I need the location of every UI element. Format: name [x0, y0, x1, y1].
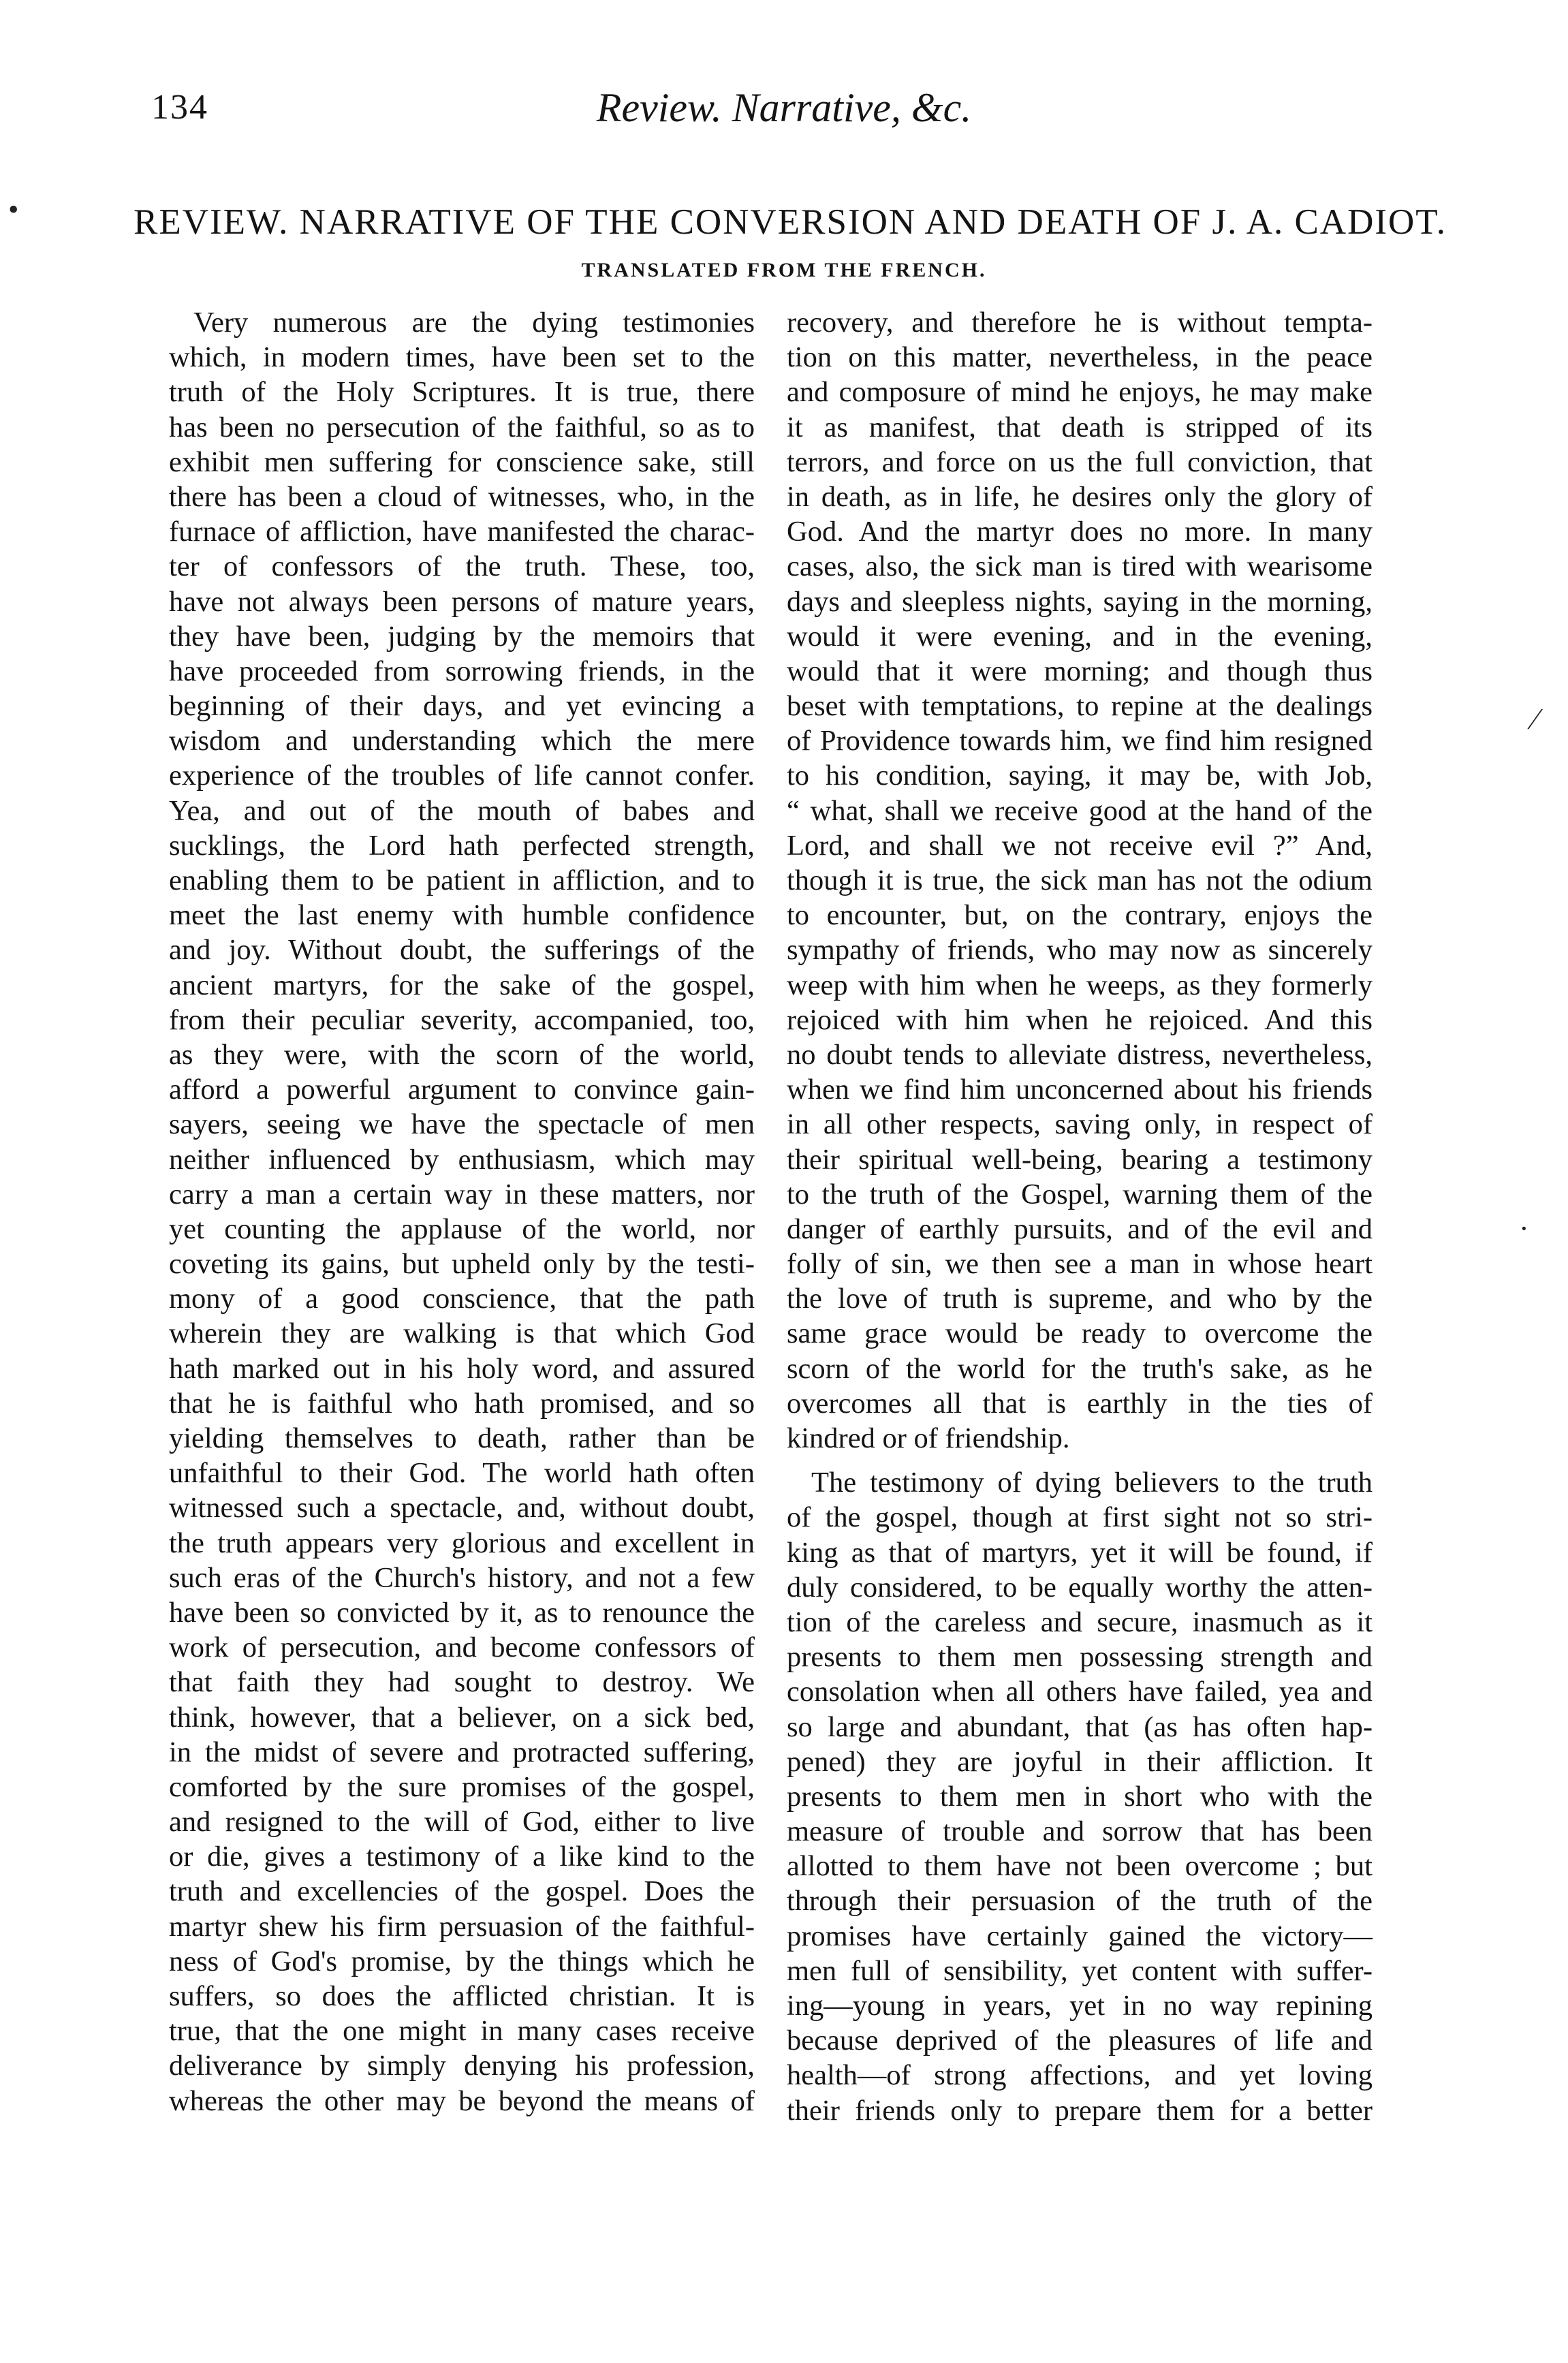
text-line: and resigned to the will of God, either to live: [169, 1806, 755, 1838]
text-line: true, that the one might in many cases receive: [169, 2015, 755, 2048]
text-line: to encounter, but, on the contrary, enjoys the: [787, 899, 1373, 932]
text-line: that faith they had sought to destroy. We: [169, 1666, 755, 1699]
text-line: witnessed such a spectacle, and, without doubt,: [169, 1492, 755, 1524]
text-line: meet the last enemy with humble confidence: [169, 899, 755, 932]
text-line: unfaithful to their God. The world hath often: [169, 1457, 755, 1490]
text-line: ancient martyrs, for the sake of the gospel,: [169, 969, 755, 1001]
text-line: would it were evening, and in the evening,: [787, 620, 1373, 653]
text-line: health—of strong affections, and yet loving: [787, 2059, 1373, 2092]
running-head: Review. Narrative, &c.: [596, 85, 972, 130]
text-line: tion of the careless and secure, inasmuch as it: [787, 1606, 1373, 1638]
text-line: though it is true, the sick man has not the odium: [787, 864, 1373, 896]
text-line: hath marked out in his holy word, and assured: [169, 1352, 755, 1385]
text-line: Yea, and out of the mouth of babes and: [169, 794, 755, 827]
text-line: comforted by the sure promises of the gospel,: [169, 1770, 755, 1803]
text-line: yet counting the applause of the world, nor: [169, 1212, 755, 1245]
text-line: beset with temptations, to repine at the dealings: [787, 690, 1373, 723]
left-column: [169, 305, 755, 2118]
text-line: cases, also, the sick man is tired with wearisome: [787, 550, 1373, 583]
text-line: God. And the martyr does no more. In many: [787, 516, 1373, 548]
text-line: there has been a cloud of witnesses, who, in the: [169, 480, 755, 513]
text-line: of Providence towards him, we find him resigned: [787, 725, 1373, 757]
text-line: their friends only to prepare them for a better: [787, 2094, 1373, 2127]
text-line: deliverance by simply denying his profession,: [169, 2050, 755, 2082]
text-line: would that it were morning; and though thus: [787, 655, 1373, 687]
text-line: in all other respects, saving only, in respect of: [787, 1108, 1373, 1141]
text-line: duly considered, to be equally worthy the atten-: [787, 1571, 1373, 1603]
text-line: terrors, and force on us the full conviction, that: [787, 445, 1373, 478]
text-line: yielding themselves to death, rather than be: [169, 1422, 755, 1454]
text-line: weep with him when he weeps, as they formerly: [787, 969, 1373, 1001]
text-line: think, however, that a believer, on a sick bed,: [169, 1701, 755, 1734]
text-line: their spiritual well-being, bearing a testimony: [787, 1143, 1373, 1176]
text-line: have proceeded from sorrowing friends, in the: [169, 655, 755, 687]
article-title: REVIEW. NARRATIVE OF THE CONVERSION AND DEATH OF J. A. CADIOT.: [134, 202, 1447, 242]
margin-mark: ⁄: [1533, 702, 1538, 736]
text-line: Very numerous are the dying testimonies: [193, 307, 755, 339]
text-line: mony of a good conscience, that the path: [169, 1283, 755, 1315]
text-line: work of persecution, and become confessors of: [169, 1631, 755, 1664]
text-line: ness of God's promise, by the things which he: [169, 1945, 755, 1977]
text-line: as they were, with the scorn of the world,: [169, 1038, 755, 1071]
text-line: of the gospel, though at first sight not so stri-: [787, 1501, 1373, 1534]
text-line: carry a man a certain way in these matters, nor: [169, 1178, 755, 1210]
text-line: overcomes all that is earthly in the ties of: [787, 1387, 1373, 1420]
text-line: ing—young in years, yet in no way repining: [787, 1990, 1373, 2022]
page-number: 134: [151, 88, 208, 127]
text-line: which, in modern times, have been set to the: [169, 341, 755, 374]
text-line: the love of truth is supreme, and who by the: [787, 1283, 1373, 1315]
text-line: from their peculiar severity, accompanied, too,: [169, 1003, 755, 1036]
text-line: the truth appears very glorious and excellent in: [169, 1527, 755, 1559]
text-line: afford a powerful argument to convince gain-: [169, 1074, 755, 1106]
text-line: has been no persecution of the faithful, so as to: [169, 411, 755, 443]
text-line: martyr shew his firm persuasion of the faithful-: [169, 1910, 755, 1943]
article-subtitle: TRANSLATED FROM THE FRENCH.: [581, 259, 987, 281]
text-line: to his condition, saying, it may be, with Job,: [787, 760, 1373, 792]
text-line: enabling them to be patient in affliction, and to: [169, 864, 755, 896]
text-line: king as that of martyrs, yet it will be found, if: [787, 1536, 1373, 1569]
text-line: men full of sensibility, yet content with suffer-: [787, 1954, 1373, 1987]
text-line: wherein they are walking is that which God: [169, 1317, 755, 1350]
text-line: measure of trouble and sorrow that has been: [787, 1815, 1373, 1848]
text-line: to the truth of the Gospel, warning them of the: [787, 1178, 1373, 1210]
text-line: so large and abundant, that (as has often hap-: [787, 1710, 1373, 1743]
text-line: Lord, and shall we not receive evil ?” And,: [787, 829, 1373, 862]
text-line: experience of the troubles of life cannot confer.: [169, 760, 755, 792]
text-line: scorn of the world for the truth's sake, as he: [787, 1352, 1373, 1385]
text-line: when we find him unconcerned about his friends: [787, 1074, 1373, 1106]
margin-mark: ·: [1519, 1212, 1529, 1245]
text-line: because deprived of the pleasures of life and: [787, 2024, 1373, 2057]
text-line: beginning of their days, and yet evincing a: [169, 690, 755, 723]
text-line: rejoiced with him when he rejoiced. And this: [787, 1003, 1373, 1036]
text-line: promises have certainly gained the victory—: [787, 1920, 1373, 1952]
text-line: it as manifest, that death is stripped of its: [787, 411, 1373, 443]
text-line: tion on this matter, nevertheless, in the peace: [787, 341, 1373, 374]
text-line: in death, as in life, he desires only the glory of: [787, 480, 1373, 513]
text-line: whereas the other may be beyond the means of: [169, 2084, 755, 2117]
text-line: kindred or of friendship.: [787, 1422, 1070, 1454]
text-line: have been so convicted by it, as to renounce the: [169, 1596, 755, 1629]
text-line: days and sleepless nights, saying in the morning,: [787, 585, 1373, 618]
text-line: no doubt tends to alleviate distress, nevertheless,: [787, 1038, 1373, 1071]
text-line: through their persuasion of the truth of the: [787, 1885, 1373, 1918]
text-line: exhibit men suffering for conscience sake, still: [169, 445, 755, 478]
text-line: and composure of mind he enjoys, he may make: [787, 376, 1373, 409]
text-line: “ what, shall we receive good at the hand of the: [787, 794, 1373, 827]
text-line: sympathy of friends, who may now as sincerely: [787, 934, 1373, 967]
text-line: in the midst of severe and protracted suffering,: [169, 1736, 755, 1768]
text-line: suffers, so does the afflicted christian. It is: [169, 1980, 755, 2012]
text-line: ter of confessors of the truth. These, too,: [169, 550, 755, 583]
text-line: pened) they are joyful in their affliction. It: [787, 1745, 1373, 1778]
text-line: same grace would be ready to overcome the: [787, 1317, 1373, 1350]
text-line: and joy. Without doubt, the sufferings of the: [169, 934, 755, 967]
text-line: consolation when all others have failed, yea and: [787, 1676, 1373, 1708]
text-line: wisdom and understanding which the mere: [169, 725, 755, 757]
text-line: they have been, judging by the memoirs that: [169, 620, 755, 653]
text-line: neither influenced by enthusiasm, which may: [169, 1143, 755, 1176]
text-line: truth of the Holy Scriptures. It is true, there: [169, 376, 755, 409]
text-line: sayers, seeing we have the spectacle of men: [169, 1108, 755, 1141]
right-column: [787, 305, 1373, 2128]
text-line: such eras of the Church's history, and not a few: [169, 1561, 755, 1594]
text-line: presents to them men in short who with the: [787, 1780, 1373, 1813]
text-line: coveting its gains, but upheld only by the testi-: [169, 1248, 755, 1281]
text-line: have not always been persons of mature years,: [169, 585, 755, 618]
text-line: danger of earthly pursuits, and of the evil and: [787, 1212, 1373, 1245]
margin-mark: •: [8, 193, 19, 226]
text-line: allotted to them have not been overcome ; but: [787, 1850, 1373, 1883]
text-line: recovery, and therefore he is without tempta-: [787, 307, 1373, 339]
text-line: that he is faithful who hath promised, and so: [169, 1387, 755, 1420]
text-line: furnace of affliction, have manifested the charac-: [169, 516, 755, 548]
text-line: folly of sin, we then see a man in whose heart: [787, 1248, 1373, 1281]
text-line: The testimony of dying believers to the truth: [811, 1467, 1373, 1499]
text-line: truth and excellencies of the gospel. Does the: [169, 1875, 755, 1908]
text-line: presents to them men possessing strength and: [787, 1641, 1373, 1674]
text-line: sucklings, the Lord hath perfected strength,: [169, 829, 755, 862]
text-line: or die, gives a testimony of a like kind to the: [169, 1841, 755, 1873]
